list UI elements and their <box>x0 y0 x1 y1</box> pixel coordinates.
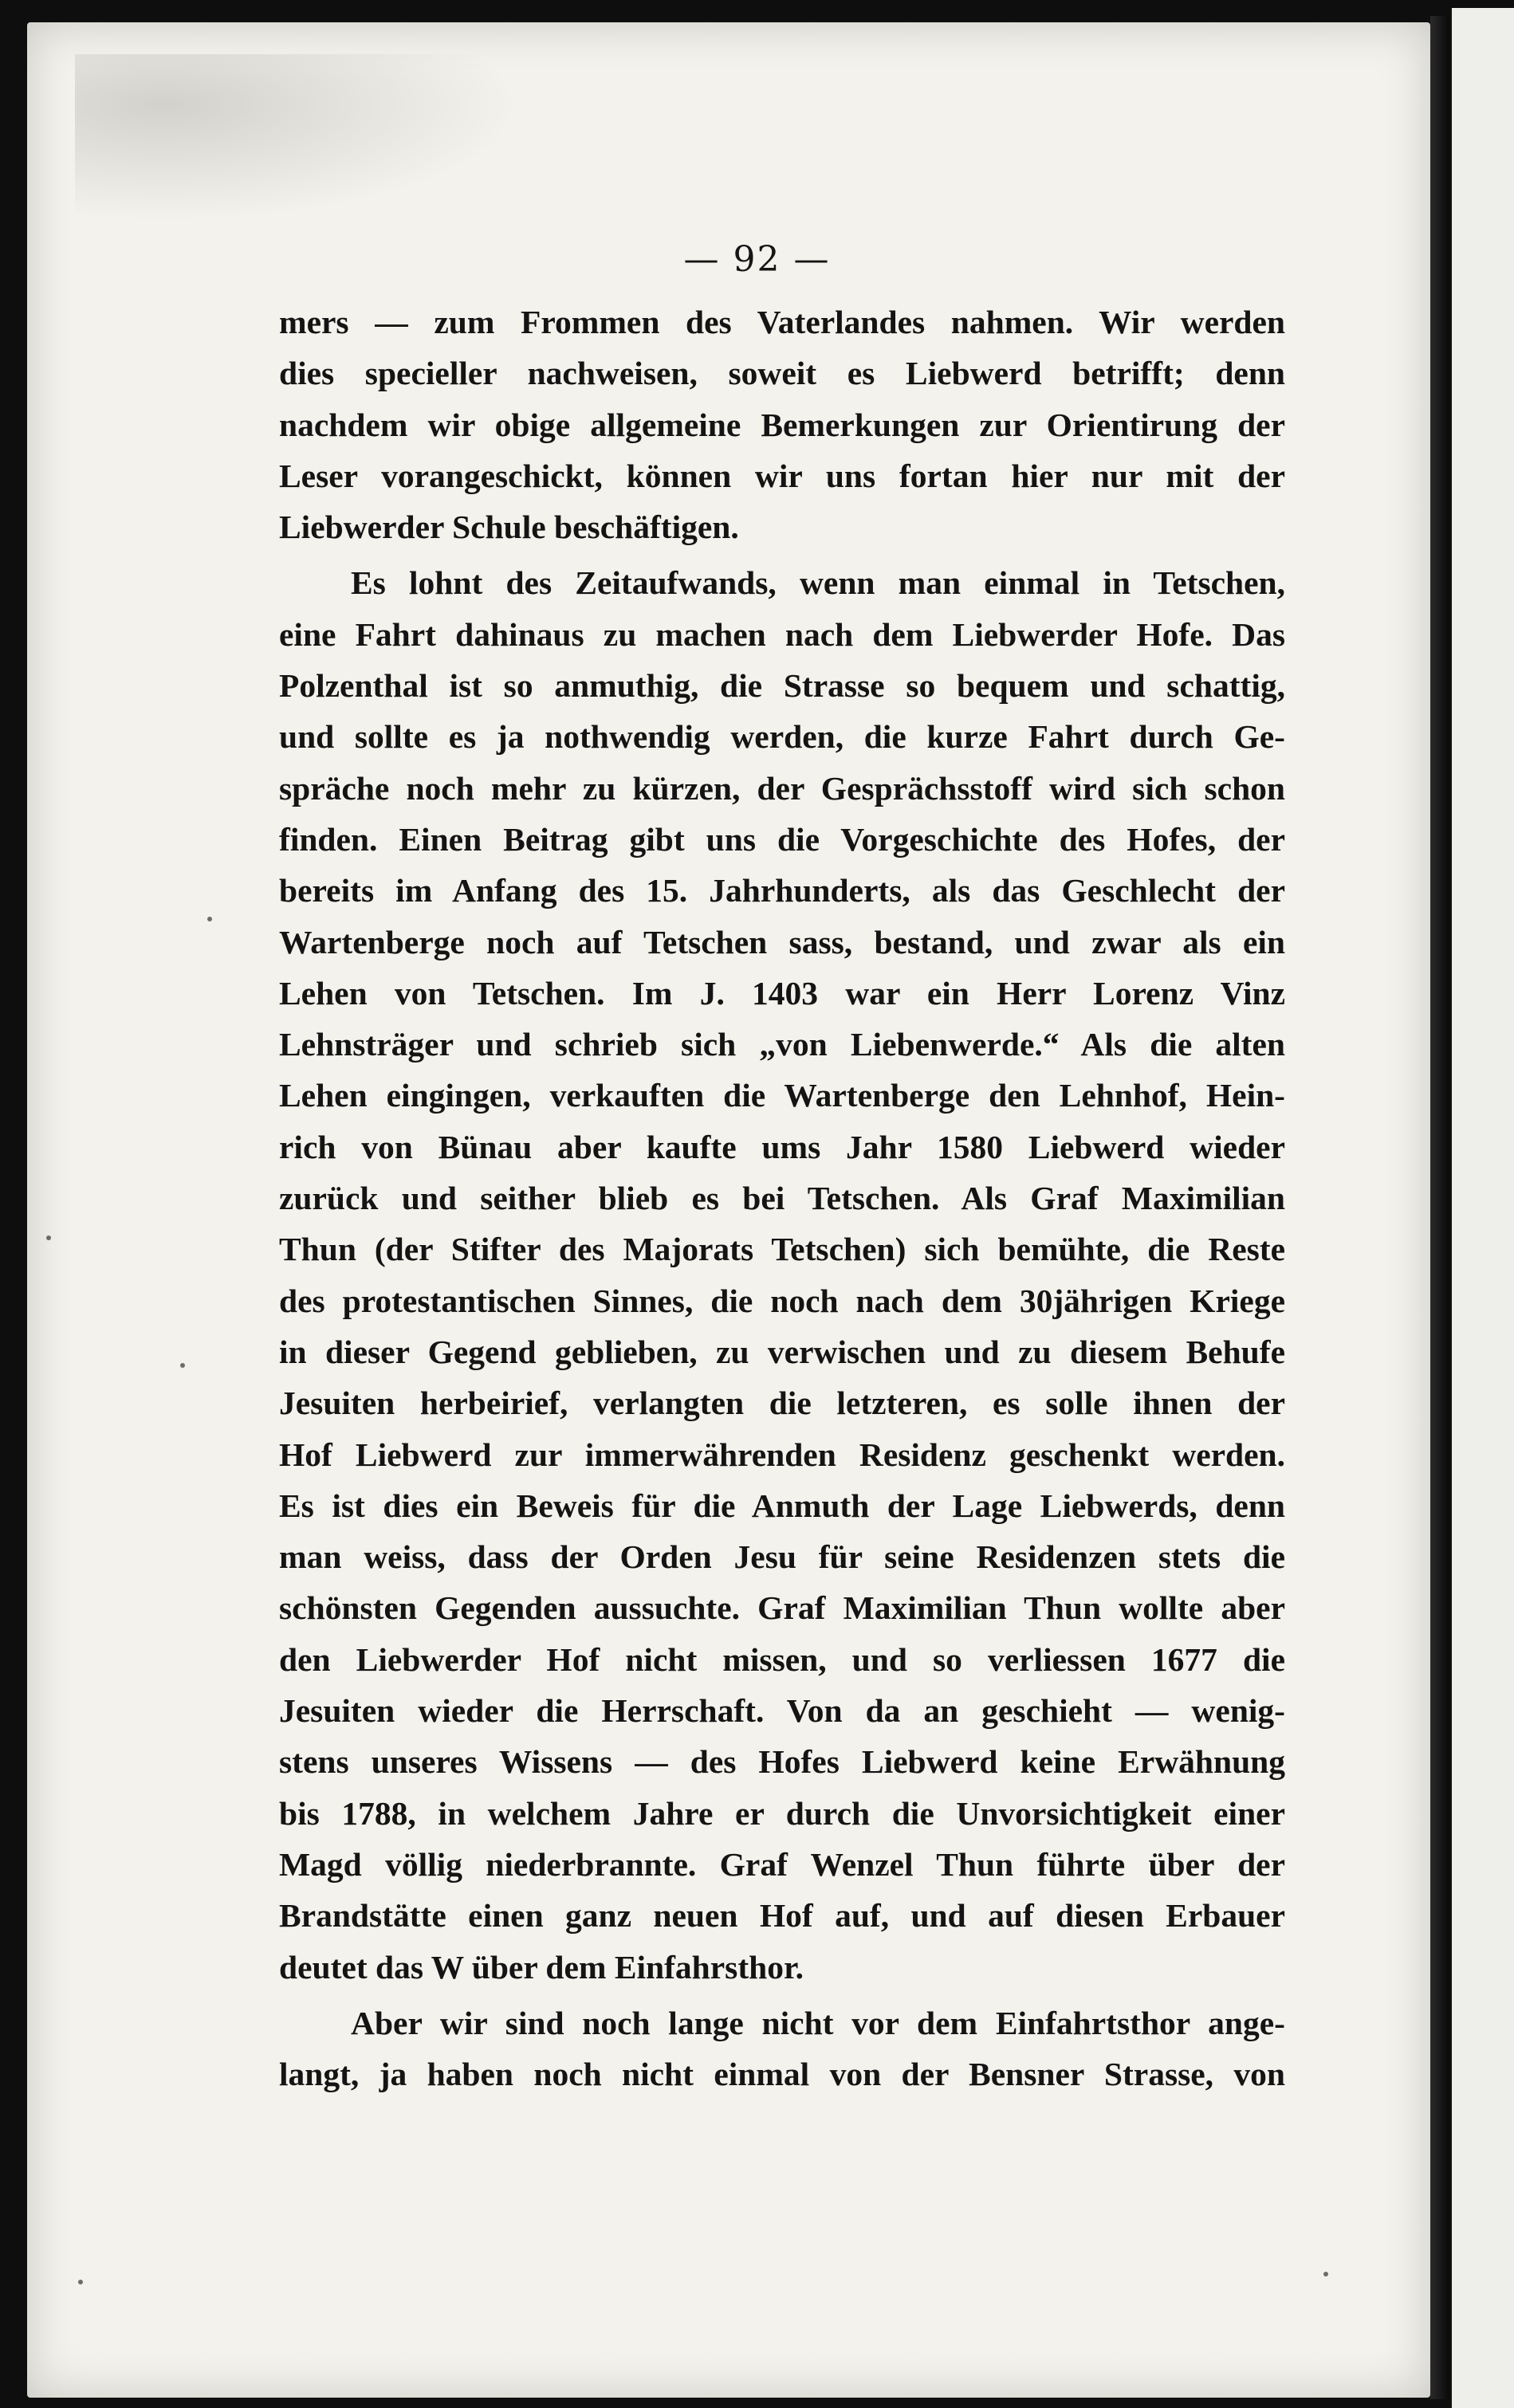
page-stain <box>75 54 521 222</box>
text-line: spräche noch mehr zu kürzen, der Gesprächsstoff wird sich schon <box>279 769 1285 807</box>
text-line: Aber wir sind noch lange nicht vor dem Einfahrtsthor ange- <box>351 2004 1285 2041</box>
text-line: Es ist dies ein Beweis für die Anmuth der Lage Liebwerds, denn <box>279 1487 1285 1524</box>
text-line: in dieser Gegend geblieben, zu verwischen und zu diesem Behufe <box>279 1333 1285 1370</box>
text-line: schönsten Gegenden aussuchte. Graf Maximilian Thun wollte aber <box>279 1589 1285 1627</box>
ink-speck <box>46 1235 51 1240</box>
text-line: des protestantischen Sinnes, die noch nach dem 30jährigen Kriege <box>279 1282 1285 1319</box>
paragraph <box>279 297 1285 552</box>
text-line: Magd völlig niederbrannte. Graf Wenzel Thun führte über der <box>279 1845 1285 1883</box>
text-line: Lehnsträger und schrieb sich „von Liebenwerde.“ Als die alten <box>279 1026 1285 1063</box>
paragraph <box>279 557 1285 1992</box>
ink-speck <box>1323 2272 1328 2276</box>
text-line: Leser vorangeschickt, können wir uns fortan hier nur mit der <box>279 457 1285 494</box>
text-line: Liebwerder Schule beschäftigen. <box>279 509 739 546</box>
ink-speck <box>78 2280 83 2284</box>
text-line: mers — zum Frommen des Vaterlandes nahmen. Wir werden <box>279 304 1285 340</box>
text-line: bis 1788, in welchem Jahre er durch die Unvorsichtigkeit einer <box>279 1794 1285 1832</box>
text-line: finden. Einen Beitrag gibt uns die Vorgeschichte des Hofes, der <box>279 820 1285 858</box>
text-line: dies specieller nachweisen, soweit es Liebwerd betrifft; denn <box>279 355 1285 392</box>
ink-speck <box>180 1363 185 1368</box>
text-line: Lehen eingingen, verkauften die Wartenberge den Lehnhof, Hein- <box>279 1077 1285 1114</box>
paragraph <box>279 1998 1285 2100</box>
text-line: Hof Liebwerd zur immerwährenden Residenz geschenkt werden. <box>279 1436 1285 1473</box>
text-line: Jesuiten wieder die Herrschaft. Von da an geschieht — wenig- <box>279 1692 1285 1730</box>
ink-speck <box>207 917 212 921</box>
text-line: Polzenthal ist so anmuthig, die Strasse so bequem und schattig, <box>279 667 1285 705</box>
text-line: bereits im Anfang des 15. Jahrhunderts, als das Geschlecht der <box>279 872 1285 909</box>
text-line: rich von Bünau aber kaufte ums Jahr 1580 Liebwerd wieder <box>279 1128 1285 1165</box>
text-line: Jesuiten herbeirief, verlangten die letzteren, es solle ihnen der <box>279 1385 1285 1422</box>
adjacent-page-edge <box>1449 8 1514 2408</box>
text-line: deutet das W über dem Einfahrsthor. <box>279 1948 804 1986</box>
page-number: — 92 — <box>683 239 831 280</box>
text-line: Brandstätte einen ganz neuen Hof auf, und auf diesen Erbauer <box>279 1897 1285 1935</box>
body-text <box>279 297 1285 2100</box>
text-line: man weiss, dass der Orden Jesu für seine Residenzen stets die <box>279 1538 1285 1576</box>
text-line: den Liebwerder Hof nicht missen, und so verliessen 1677 die <box>279 1640 1285 1678</box>
text-line: zurück und seither blieb es bei Tetschen. Als Graf Maximilian <box>279 1180 1285 1217</box>
text-line: Lehen von Tetschen. Im J. 1403 war ein Herr Lorenz Vinz <box>279 974 1285 1012</box>
text-line: und sollte es ja nothwendig werden, die kurze Fahrt durch Ge- <box>279 718 1285 756</box>
binding-shadow <box>1430 16 1449 2399</box>
text-line: langt, ja haben noch nicht einmal von der Bensner Strasse, von <box>279 2056 1285 2093</box>
text-line: Wartenberge noch auf Tetschen sass, bestand, und zwar als ein <box>279 923 1285 960</box>
text-line: eine Fahrt dahinaus zu machen nach dem Liebwerder Hofe. Das <box>279 615 1285 653</box>
text-line: stens unseres Wissens — des Hofes Liebwerd keine Erwähnung <box>279 1743 1285 1781</box>
text-line: Thun (der Stifter des Majorats Tetschen) sich bemühte, die Reste <box>279 1231 1285 1268</box>
text-line: Es lohnt des Zeitaufwands, wenn man einmal in Tetschen, <box>351 564 1285 602</box>
text-line: nachdem wir obige allgemeine Bemerkungen zur Orientirung der <box>279 406 1285 443</box>
